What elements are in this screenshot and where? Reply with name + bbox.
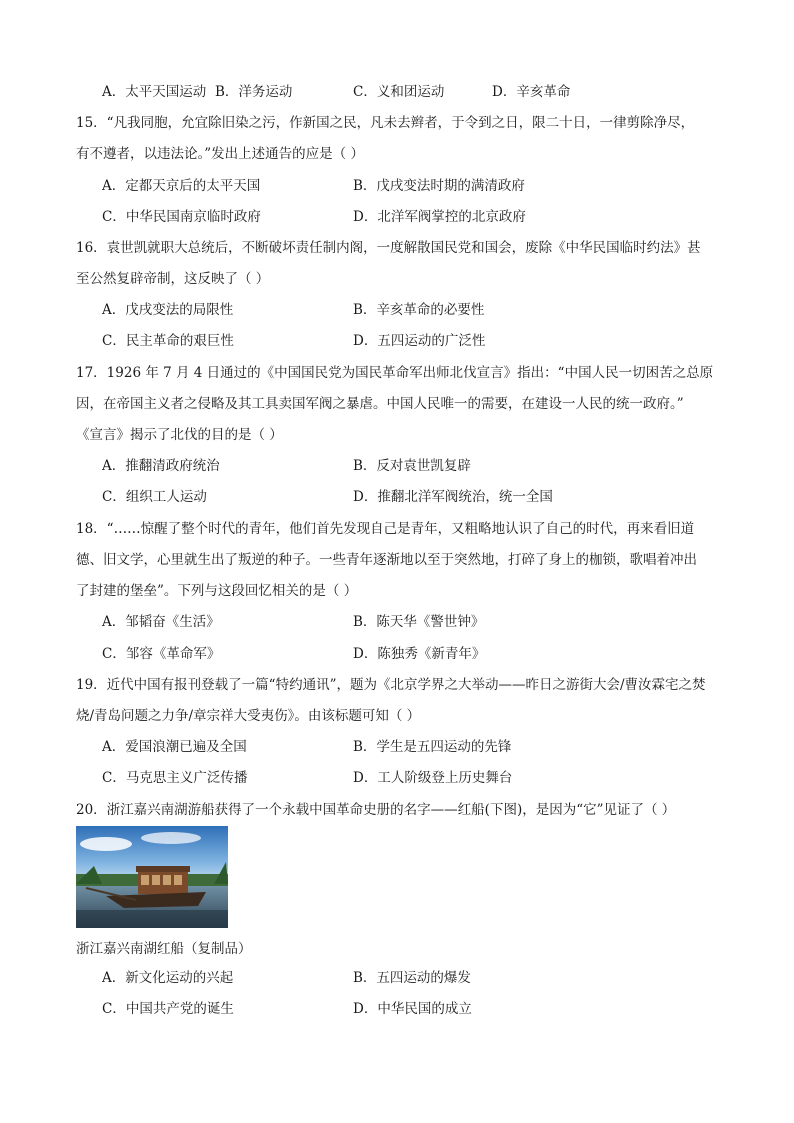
q18-stem-line1: 18．“……惊醒了整个时代的青年，他们首先发现自己是青年，又粗略地认识了自己的时代，再来看旧道 bbox=[76, 521, 695, 537]
q18-stem-line3: 了封建的堡垒”。下列与这段回忆相关的是（ ） bbox=[76, 583, 358, 599]
q19-option-b: B．学生是五四运动的先锋 bbox=[353, 739, 512, 755]
q16-stem-line2: 至公然复辟帝制，这反映了（ ） bbox=[76, 271, 270, 287]
q18-option-a: A．邹韬奋《生活》 bbox=[102, 614, 220, 630]
q19-stem-line1: 19．近代中国有报刊登载了一篇“特约通讯”，题为《北京学界之大举动——昨日之游街大会/曹汝霖宅之焚 bbox=[76, 677, 706, 693]
q18-option-b: B．陈天华《警世钟》 bbox=[353, 614, 485, 630]
q14-option-a: A．太平天国运动 bbox=[102, 84, 207, 100]
q15-option-a: A．定都天京后的太平天国 bbox=[102, 178, 261, 194]
q14-option-b: B．洋务运动 bbox=[215, 84, 293, 100]
q20-option-b: B．五四运动的爆发 bbox=[353, 970, 471, 986]
q15-stem-line2: 有不遵者，以违法论。”发出上述通告的应是（ ） bbox=[76, 146, 364, 162]
q17-stem-line2: 因，在帝国主义者之侵略及其工具卖国军阀之暴虐。中国人民唯一的需要，在建设一人民的统一政府。” bbox=[76, 396, 684, 412]
q19-option-a: A．爱国浪潮已遍及全国 bbox=[102, 739, 247, 755]
q15-stem-line1: 15．“凡我同胞，允宜除旧染之污，作新国之民，凡未去辫者，于令到之日，限二十日，一律剪除净尽， bbox=[76, 115, 695, 131]
q20-option-c: C．中国共产党的诞生 bbox=[102, 1001, 234, 1017]
q17-stem-line3: 《宣言》揭示了北伐的目的是（ ） bbox=[76, 427, 283, 443]
q18-option-d: D．陈独秀《新青年》 bbox=[353, 646, 486, 662]
q17-option-b: B．反对袁世凯复辟 bbox=[353, 458, 471, 474]
q15-option-d: D．北洋军阀掌控的北京政府 bbox=[353, 209, 526, 225]
q14-option-c: C．义和团运动 bbox=[353, 84, 445, 100]
q20-option-a: A．新文化运动的兴起 bbox=[102, 970, 234, 986]
q20-option-d: D．中华民国的成立 bbox=[353, 1001, 472, 1017]
q15-option-c: C．中华民国南京临时政府 bbox=[102, 209, 261, 225]
q16-option-c: C．民主革命的艰巨性 bbox=[102, 333, 234, 349]
q19-stem-line2: 烧/青岛问题之力争/章宗祥大受夷伤》。由该标题可知（ ） bbox=[76, 708, 421, 724]
q14-option-d: D．辛亥革命 bbox=[492, 84, 571, 100]
q16-option-a: A．戊戌变法的局限性 bbox=[102, 302, 234, 318]
q18-option-c: C．邹容《革命军》 bbox=[102, 646, 221, 662]
q16-option-b: B．辛亥革命的必要性 bbox=[353, 302, 485, 318]
q18-stem-line2: 德、旧文学，心里就生出了叛逆的种子。一些青年逐渐地以至于突然地，打碎了身上的枷锁，歌唱着冲出 bbox=[76, 552, 697, 568]
q17-option-a: A．推翻清政府统治 bbox=[102, 458, 220, 474]
q15-option-b: B．戊戌变法时期的满清政府 bbox=[353, 178, 525, 194]
q17-option-d: D．推翻北洋军阀统治，统一全国 bbox=[353, 489, 553, 505]
q17-option-c: C．组织工人运动 bbox=[102, 489, 207, 505]
q16-option-d: D．五四运动的广泛性 bbox=[353, 333, 486, 349]
q19-option-d: D．工人阶级登上历史舞台 bbox=[353, 770, 513, 786]
red-boat-photo bbox=[76, 826, 228, 928]
q17-stem-line1: 17．1926 年 7 月 4 日通过的《中国国民党为国民革命军出师北伐宣言》指出：“中国人民一切困苦之总原 bbox=[76, 365, 714, 381]
q19-option-c: C．马克思主义广泛传播 bbox=[102, 770, 248, 786]
q20-stem-line1: 20．浙江嘉兴南湖游船获得了一个永载中国革命史册的名字——红船(下图)，是因为“它”见证了（ ） bbox=[76, 802, 676, 818]
photo-caption: 浙江嘉兴南湖红船（复制品） bbox=[76, 941, 252, 957]
q16-stem-line1: 16．袁世凯就职大总统后，不断破坏责任制内阁，一度解散国民党和国会，废除《中华民国临时约法》甚 bbox=[76, 240, 701, 256]
